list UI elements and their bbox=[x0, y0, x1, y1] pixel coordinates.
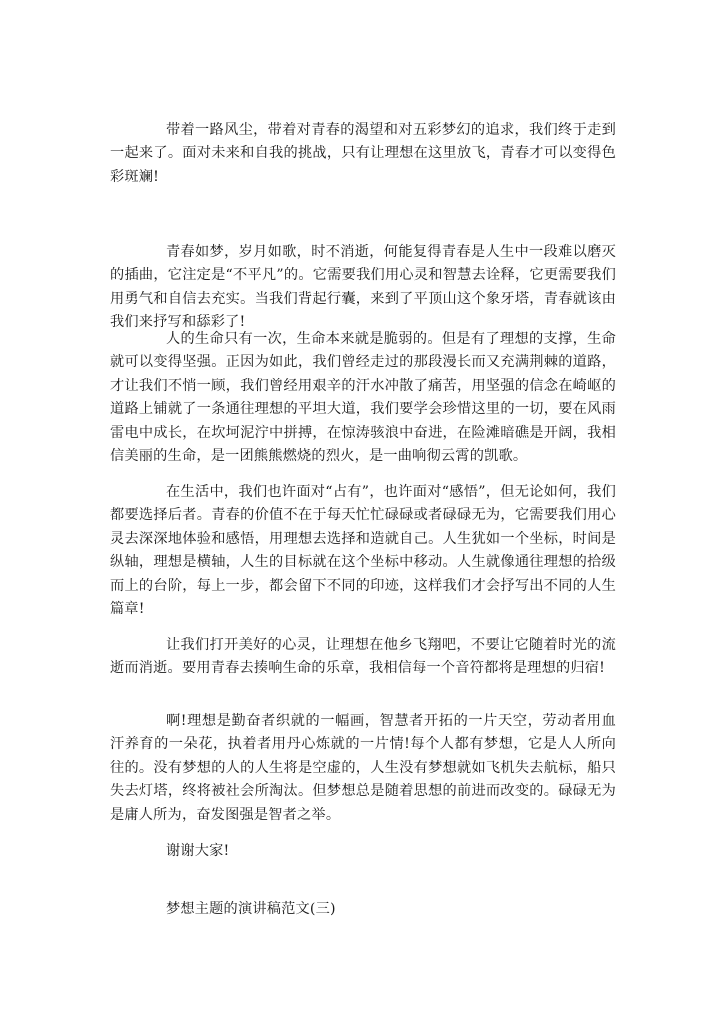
paragraph-4: 在生活中，我们也许面对“占有”，也许面对“感悟”，但无论如何，我们都要选择后者。青春的价值不在于每天忙忙碌碌或者碌碌无为，它需要我们用心灵去深深地体验和感悟，用理想去选择和造就自己。人生犹如一个坐标，时间是纵轴，理想是横轴，人生的目标就在这个坐标中移动。人生就像通往理想的拾级而上的台阶，每上一步，都会留下不同的印迹，这样我们才会抒写出不同的人生篇章! bbox=[110, 484, 616, 618]
section-heading: 梦想主题的演讲稿范文(三) bbox=[166, 901, 336, 917]
paragraph-6: 啊!理想是勤奋者织就的一幅画，智慧者开拓的一片天空，劳动者用血汗养育的一朵花，执着者用丹心炼就的一片情!每个人都有梦想，它是人人所向往的。没有梦想的人的人生将是空虚的，人生没有梦想就如飞机失去航标，船只失去灯塔，终将被社会所淘汰。但梦想总是随着思想的前进而改变的。碌碌无为是庸人所为，奋发图强是智者之举。 bbox=[110, 713, 616, 823]
paragraph-5: 让我们打开美好的心灵，让理想在他乡飞翔吧，不要让它随着时光的流逝而消逝。要用青春去揍响生命的乐章，我相信每一个音符都将是理想的归宿! bbox=[110, 637, 616, 677]
paragraph-3: 人的生命只有一次，生命本来就是脆弱的。但是有了理想的支撑，生命就可以变得坚强。正因为如此，我们曾经走过的那段漫长而又充满荆棘的道路，才让我们不悄一顾，我们曾经用艰辛的汗水冲散了痛苦，用坚强的信念在崎岖的道路上铺就了一条通往理想的平坦大道，我们要学会珍惜这里的一切，要在风雨雷电中成长，在坎坷泥泞中拼搏，在惊涛骇浪中奋进，在险滩暗礁是开阔，我相信美丽的生命，是一团熊熊燃烧的烈火，是一曲响彻云霄的凯歌。 bbox=[110, 331, 616, 465]
paragraph-2: 青春如梦，岁月如歌，时不消逝，何能复得青春是人生中一段难以磨灭的插曲，它注定是“不平凡”的。它需要我们用心灵和智慧去诠释，它更需要我们用勇气和自信去充实。当我们背起行囊，来到了平顶山这个象牙塔，青春就该由我们来抒写和舔彩了! bbox=[110, 244, 616, 331]
paragraph-1: 带着一路风尘，带着对青春的渴望和对五彩梦幻的追求，我们终于走到一起来了。面对未来和自我的挑战，只有让理想在这里放飞，青春才可以变得色彩斑斓! bbox=[110, 122, 616, 185]
closing-thanks: 谢谢大家! bbox=[166, 843, 230, 859]
